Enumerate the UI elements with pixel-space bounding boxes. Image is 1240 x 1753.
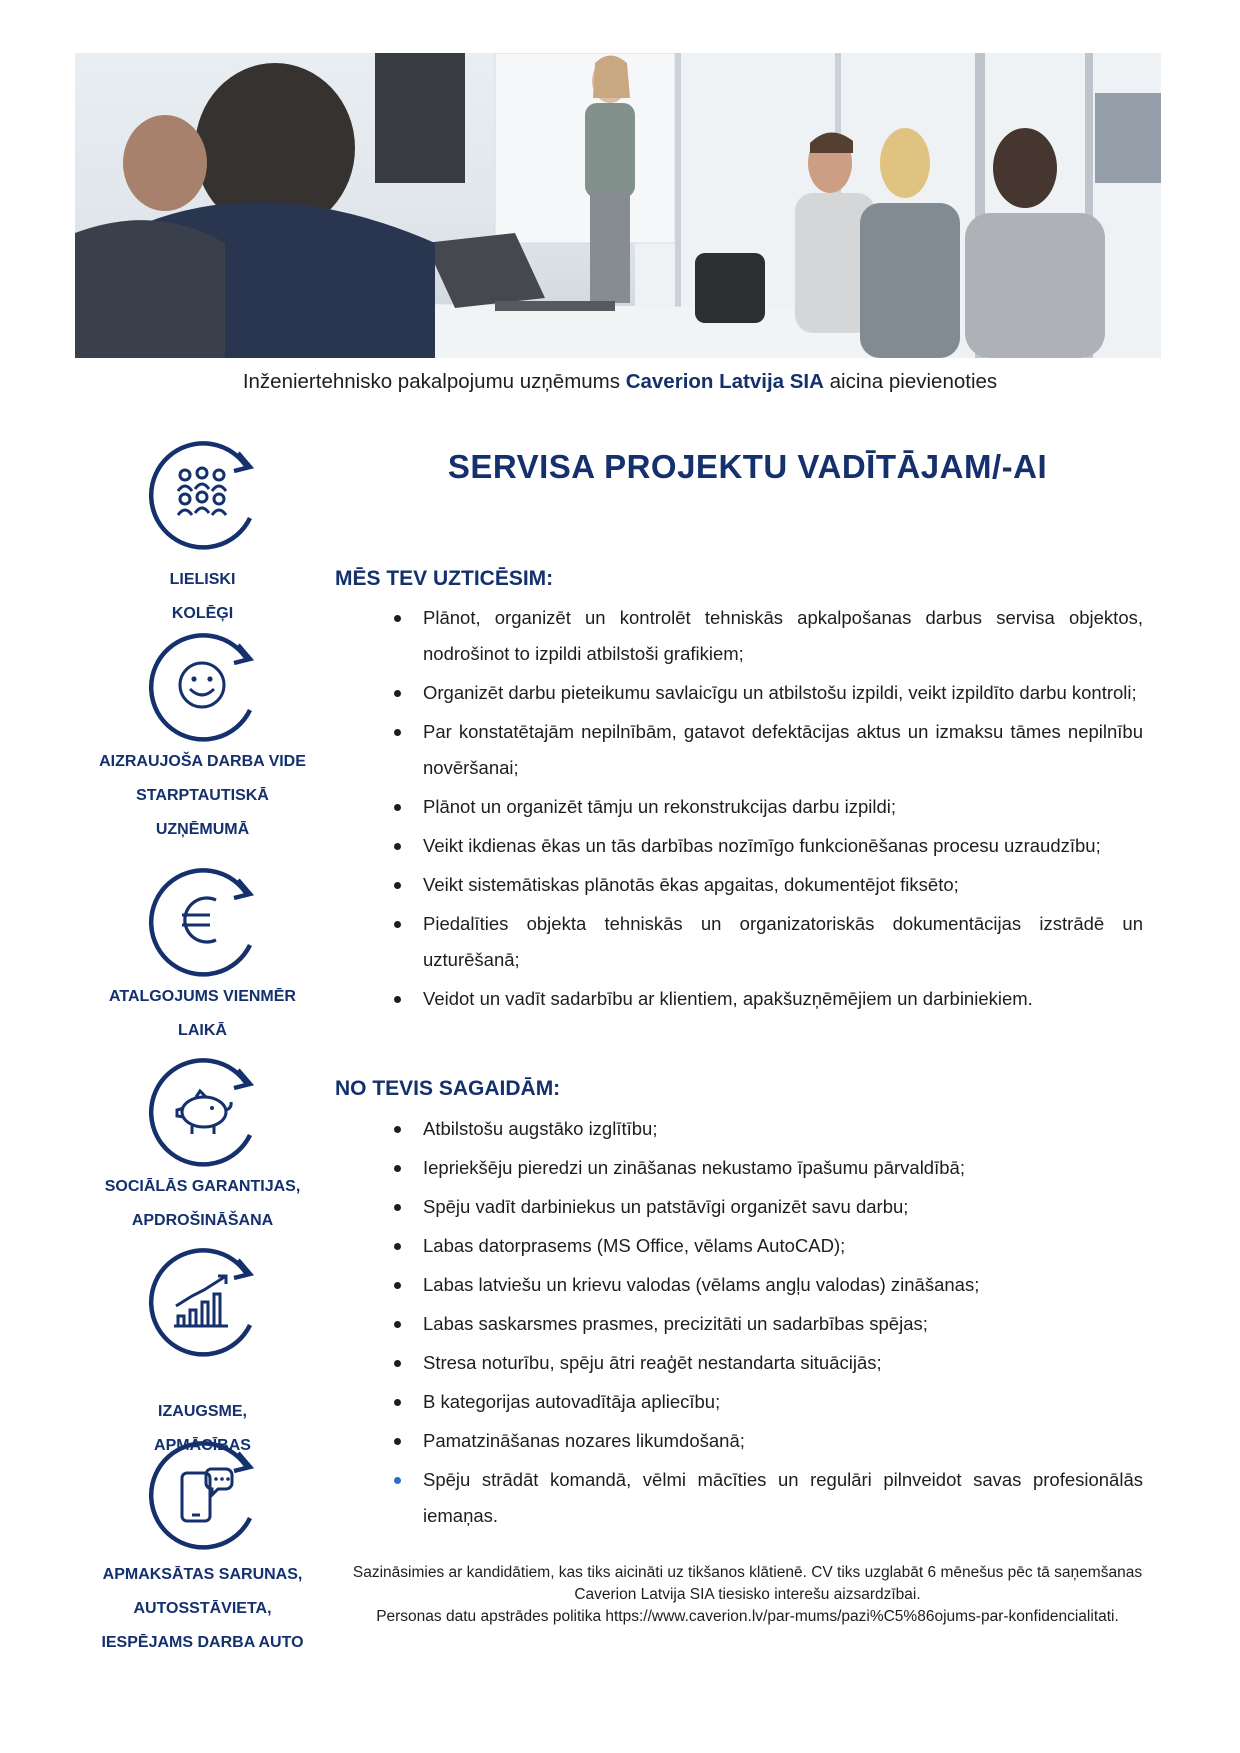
list-item: Labas saskarsmes prasmes, precizitāti un sadarbības spējas; <box>423 1306 1143 1342</box>
benefit-line: IESPĒJAMS DARBA AUTO <box>101 1634 304 1651</box>
list-item: Spēju strādāt komandā, vēlmi mācīties un regulāri pilnveidot savas profesionālās iemaņas. <box>423 1462 1143 1534</box>
requirements-list <box>335 1111 1143 1537</box>
job-title: SERVISA PROJEKTU VADĪTĀJAM/-AI <box>447 448 1048 485</box>
people-group-icon <box>140 433 265 558</box>
benefit-line: APMAKSĀTAS SARUNAS, <box>102 1566 303 1583</box>
list-item: Veidot un vadīt sadarbību ar klientiem, apakšuzņēmējiem un darbiniekiem. <box>423 981 1143 1017</box>
benefit-line: IZAUGSME, <box>158 1403 247 1420</box>
hero-photo <box>75 53 1161 358</box>
benefit-line: STARPTAUTISKĀ <box>136 787 269 804</box>
list-item: Veikt sistemātiskas plānotās ēkas apgaitas, dokumentējot fiksēto; <box>423 867 1143 903</box>
euro-icon <box>140 860 265 985</box>
list-item: Labas datorprasems (MS Office, vēlams AutoCAD); <box>423 1228 1143 1264</box>
list-item: Labas latviešu un krievu valodas (vēlams angļu valodas) zināšanas; <box>423 1267 1143 1303</box>
list-item: Atbilstošu augstāko izglītību; <box>423 1111 1143 1147</box>
responsibilities-heading: MĒS TEV UZTICĒSIM: <box>335 567 554 590</box>
footer-note <box>335 1562 1160 1628</box>
footer-line-2: Personas datu apstrādes politika https://www.caverion.lv/par-mums/pazi%C5%86ojums-par-konfidencialitati. <box>376 1608 1119 1625</box>
company-name: Caverion Latvija SIA <box>625 370 824 393</box>
benefit-label-environment <box>75 745 330 847</box>
benefit-line: ATALGOJUMS VIENMĒR <box>109 988 296 1005</box>
list-item: Stresa noturību, spēju ātri reaģēt nestandarta situācijās; <box>423 1345 1143 1381</box>
benefit-line: APDROŠINĀŠANA <box>131 1212 274 1229</box>
list-item: Spēju vadīt darbiniekus un patstāvīgi organizēt savu darbu; <box>423 1189 1143 1225</box>
smiley-icon <box>140 625 265 750</box>
intro-prefix: Inženiertehnisko pakalpojumu uzņēmums <box>242 370 626 393</box>
phone-chat-icon <box>140 1433 265 1558</box>
benefit-line: SOCIĀLĀS GARANTIJAS, <box>104 1178 301 1195</box>
benefit-line: AUTOSSTĀVIETA, <box>133 1600 272 1617</box>
piggy-bank-icon <box>140 1050 265 1175</box>
list-item: Veikt ikdienas ēkas un tās darbības nozīmīgo funkcionēšanas procesu uzraudzību; <box>423 828 1143 864</box>
responsibilities-list <box>335 600 1143 1020</box>
benefit-label-social <box>75 1170 330 1238</box>
benefit-line: LIELISKI <box>169 571 236 588</box>
list-item: Organizēt darbu pieteikumu savlaicīgu un atbilstošu izpildi, veikt izpildīto darbu kontroli; <box>423 675 1143 711</box>
growth-chart-icon <box>140 1240 265 1365</box>
list-item: Piedalīties objekta tehniskās un organizatoriskās dokumentācijas izstrādē un uzturēšanā; <box>423 906 1143 978</box>
benefit-line: UZŅĒMUMĀ <box>155 821 250 838</box>
benefit-label-colleagues <box>75 563 330 631</box>
list-item: Par konstatētajām nepilnībām, gatavot defektācijas aktus un izmaksu tāmes nepilnību novēršanai; <box>423 714 1143 786</box>
requirements-heading: NO TEVIS SAGAIDĀM: <box>335 1077 561 1100</box>
benefit-line: KOLĒĢI <box>171 605 234 622</box>
intro-line <box>0 370 1240 394</box>
list-item: Pamatzināšanas nozares likumdošanā; <box>423 1423 1143 1459</box>
list-item: B kategorijas autovadītāja apliecību; <box>423 1384 1143 1420</box>
list-item: Plānot un organizēt tāmju un rekonstrukcijas darbu izpildi; <box>423 789 1143 825</box>
benefit-line: LAIKĀ <box>178 1022 227 1039</box>
benefit-line: AIZRAUJOŠA DARBA VIDE <box>99 753 306 770</box>
list-item: Iepriekšēju pieredzi un zināšanas nekustamo īpašumu pārvaldībā; <box>423 1150 1143 1186</box>
benefit-label-salary <box>75 980 330 1048</box>
benefit-line: APMĀCĪBAS <box>154 1437 251 1454</box>
footer-line-1: Sazināsimies ar kandidātiem, kas tiks aicināti uz tikšanos klātienē. CV tiks uzglabāt 6 mēnešus pēc tā saņemšanas Caverion Latvija SIA tiesisko interešu aizsardzībai. <box>352 1564 1143 1603</box>
benefit-label-phone <box>75 1558 330 1660</box>
list-item: Plānot, organizēt un kontrolēt tehniskās apkalpošanas darbus servisa objektos, nodrošinot to izpildi atbilstoši grafikiem; <box>423 600 1143 672</box>
intro-suffix: aicina pievienoties <box>823 370 998 393</box>
